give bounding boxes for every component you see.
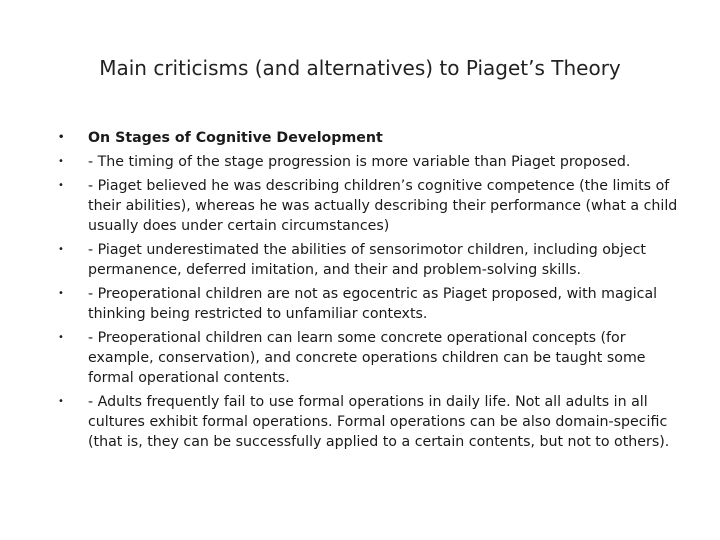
bullet-text: - Piaget underestimated the abilities of sensorimotor children, including object permanence, deferred imitation, and their and problem-solving skills. [88,242,646,278]
bullet-item-heading [56,128,686,148]
bullet-dot-icon: • [58,288,64,299]
bullet-item [56,152,686,172]
bullet-text: - Adults frequently fail to use formal operations in daily life. Not all adults in all cultures exhibit formal operations. Formal operations can be also domain-specific (that is, they can be successfully applied to a certain contents, but not to others). [88,394,670,450]
bullet-item [56,392,686,452]
bullet-dot-icon: • [58,156,64,167]
bullet-item [56,284,686,324]
slide-title: Main criticisms (and alternatives) to Piaget’s Theory [99,56,621,80]
bullet-item [56,240,686,280]
bullet-dot-icon: • [58,396,64,407]
bullet-item [56,328,686,388]
bullet-dot-icon: • [58,332,64,343]
bullet-text: - Preoperational children can learn some concrete operational concepts (for example, conservation), and concrete operations children can be taught some formal operational contents. [88,330,646,386]
bullet-text: On Stages of Cognitive Development [88,130,383,146]
bullet-text: - The timing of the stage progression is more variable than Piaget proposed. [88,154,631,170]
bullet-dot-icon: • [58,244,64,255]
bullet-text: - Preoperational children are not as egocentric as Piaget proposed, with magical thinking being restricted to unfamiliar contexts. [88,286,658,322]
bullet-dot-icon: • [58,132,65,143]
bullet-text: - Piaget believed he was describing children’s cognitive competence (the limits of their abilities), whereas he was actually describing their performance (what a child usually does under certain circumstances) [88,178,678,234]
bullet-item [56,176,686,236]
bullet-list [56,128,686,456]
bullet-dot-icon: • [58,180,64,191]
